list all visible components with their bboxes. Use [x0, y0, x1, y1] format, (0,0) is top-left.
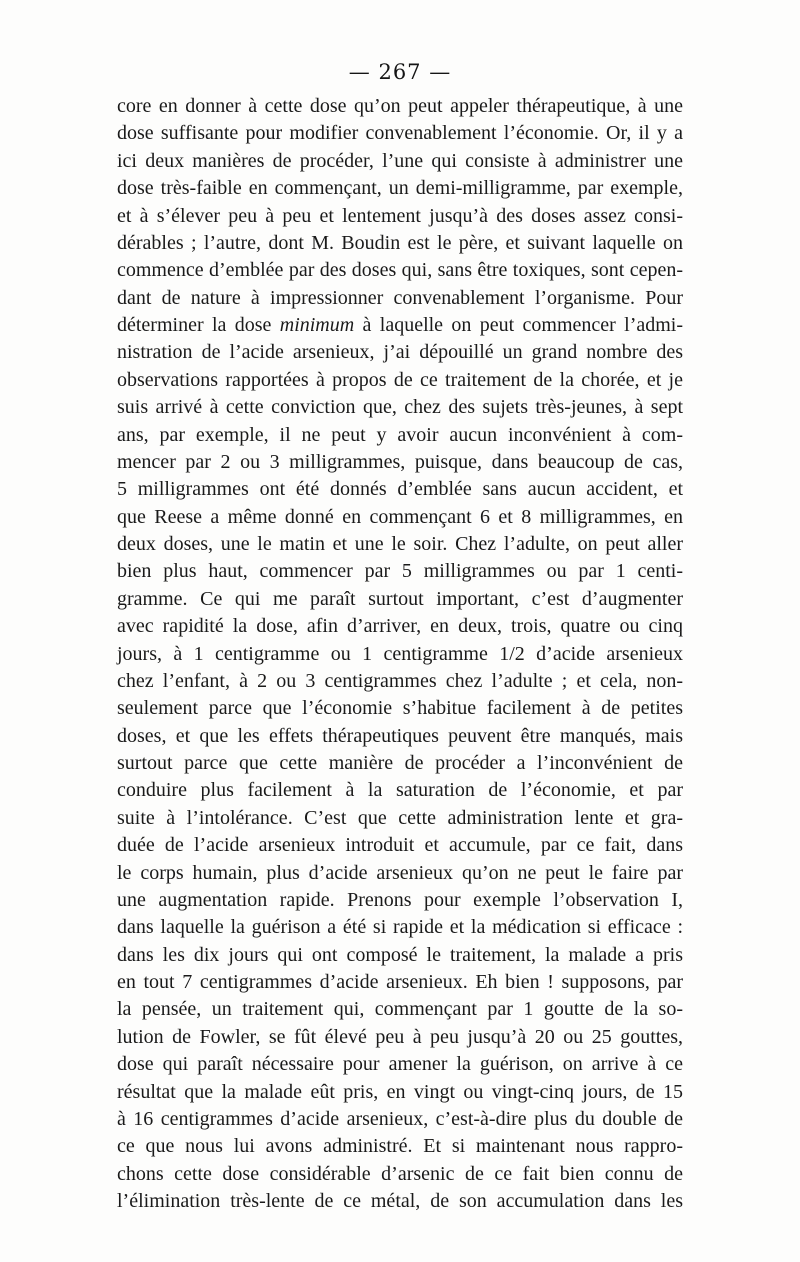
text-line: l’élimination très-lente de ce métal, de son accumulation dans les: [117, 1190, 683, 1212]
text-line: dose très-faible en commençant, un demi-milligramme, par exemple,: [117, 177, 683, 200]
text-line: conduire plus facilement à la saturation de l’économie, et par: [117, 779, 683, 802]
text-line: jours, à 1 centigramme ou 1 centigramme 1/2 d’acide arsenieux: [117, 642, 683, 665]
text-line: seulement parce que l’économie s’habitue facilement à de petites: [117, 697, 683, 720]
text-line: suis arrivé à cette conviction que, chez des sujets très-jeunes, à sept: [117, 396, 683, 419]
text-line: chez l’enfant, à 2 ou 3 centigrammes chez l’adulte ; et cela, non-: [117, 669, 683, 692]
text-line: la pensée, un traitement qui, commençant par 1 goutte de la so-: [117, 998, 683, 1021]
text-line: commence d’emblée par des doses qui, sans être toxiques, sont cepen-: [117, 259, 683, 282]
text-line: dose qui paraît nécessaire pour amener la guérison, on arrive à ce: [117, 1053, 683, 1076]
text-line: core en donner à cette dose qu’on peut appeler thérapeutique, à une: [117, 95, 683, 117]
text-line: gramme. Ce qui me paraît surtout important, c’est d’augmenter: [117, 587, 683, 610]
text-line: observations rapportées à propos de ce traitement de la chorée, et je: [117, 368, 683, 391]
text-line: mencer par 2 ou 3 milligrammes, puisque, dans beaucoup de cas,: [117, 450, 683, 473]
text-line: dose suffisante pour modifier convenablement l’économie. Or, il y a: [117, 122, 683, 145]
text-line: bien plus haut, commencer par 5 milligrammes ou par 1 centi-: [117, 560, 683, 583]
text-line: dant de nature à impressionner convenablement l’organisme. Pour: [117, 286, 683, 309]
text-line: résultat que la malade eût pris, en vingt ou vingt-cinq jours, de 15: [117, 1080, 683, 1103]
italic-term: minimum: [279, 314, 355, 336]
text-line: à 16 centigrammes d’acide arsenieux, c’est-à-dire plus du double de: [117, 1107, 683, 1130]
text-line: que Reese a même donné en commençant 6 et 8 milligrammes, en: [117, 505, 683, 528]
text-line: le corps humain, plus d’acide arsenieux qu’on ne peut le faire par: [117, 861, 683, 884]
text-line: duée de l’acide arsenieux introduit et accumule, par ce fait, dans: [117, 834, 683, 857]
text-line: doses, et que les effets thérapeutiques peuvent être manqués, mais: [117, 724, 683, 747]
page-number: — 267 —: [348, 60, 452, 84]
text-line: nistration de l’acide arsenieux, j’ai dépouillé un grand nombre des: [117, 341, 683, 364]
text-line: avec rapidité la dose, afin d’arriver, en deux, trois, quatre ou cinq: [117, 615, 683, 638]
text-line: 5 milligrammes ont été donnés d’emblée sans aucun accident, et: [117, 478, 683, 501]
text-line: ici deux manières de procéder, l’une qui consiste à administrer une: [117, 149, 683, 172]
text-line: en tout 7 centigrammes d’acide arsenieux. Eh bien ! supposons, par: [117, 971, 683, 993]
text-line: dérables ; l’autre, dont M. Boudin est le père, et suivant laquelle on: [117, 231, 683, 254]
text-line: suite à l’intolérance. C’est que cette administration lente et gra-: [117, 806, 683, 829]
text-line: chons cette dose considérable d’arsenic de ce fait bien connu de: [117, 1162, 683, 1185]
text-line: dans les dix jours qui ont composé le traitement, la malade a pris: [117, 943, 683, 966]
text-line: une augmentation rapide. Prenons pour exemple l’observation I,: [117, 888, 683, 911]
text-line: dans laquelle la guérison a été si rapide et la médication si efficace :: [117, 916, 683, 939]
body-text: [117, 93, 683, 1215]
text-line: deux doses, une le matin et une le soir. Chez l’adulte, on peut aller: [117, 533, 683, 555]
text-line: surtout parce que cette manière de procéder a l’inconvénient de: [117, 752, 683, 774]
text-line: lution de Fowler, se fût élevé peu à peu jusqu’à 20 ou 25 gouttes,: [117, 1025, 683, 1048]
text-line: ans, par exemple, il ne peut y avoir aucun inconvénient à com-: [117, 423, 683, 446]
text-line: déterminer la dose minimum à laquelle on peut commencer l’admi-: [117, 314, 684, 336]
text-line: et à s’élever peu à peu et lentement jusqu’à des doses assez consi-: [117, 204, 683, 227]
text-line: ce que nous lui avons administré. Et si maintenant nous rappro-: [117, 1135, 683, 1158]
